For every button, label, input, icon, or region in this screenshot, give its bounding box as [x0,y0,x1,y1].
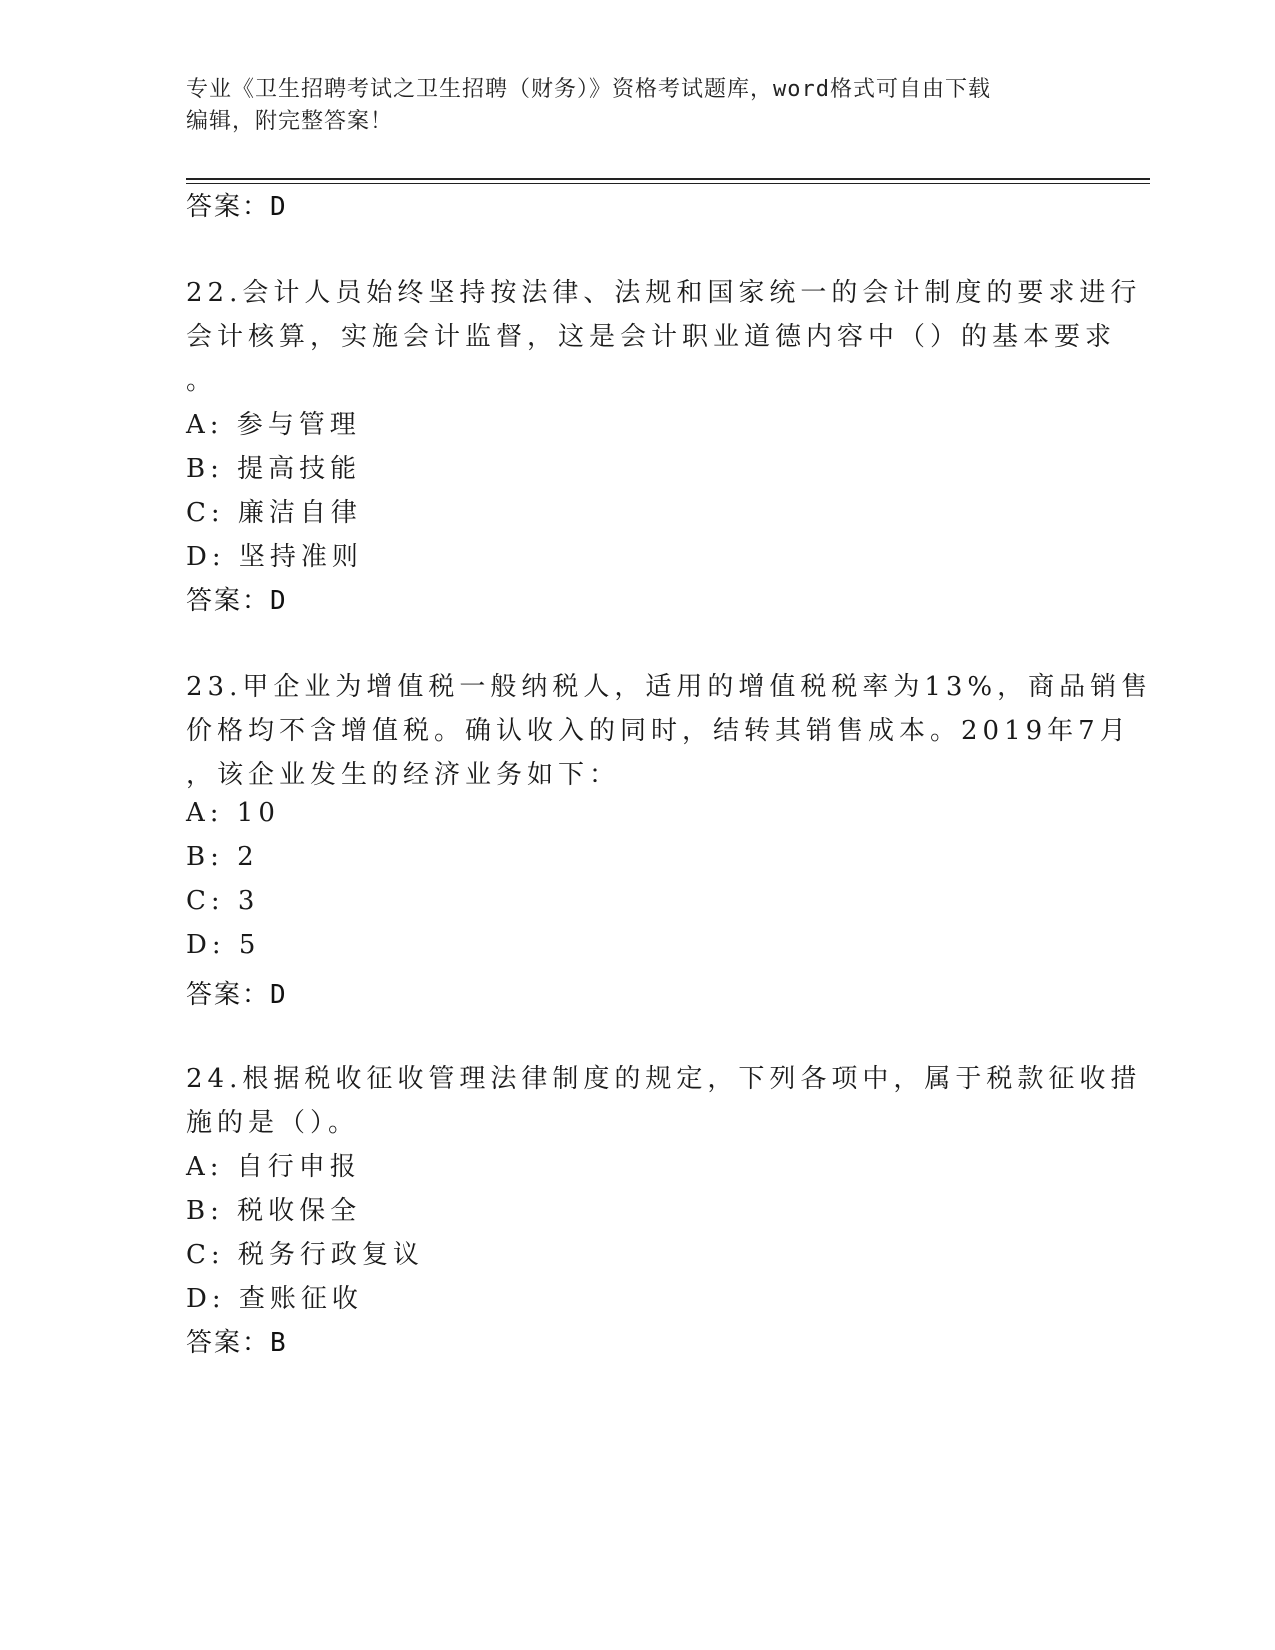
q22-option-d: D: 坚持准则 [186,542,363,572]
header-line-1: 专业《卫生招聘考试之卫生招聘（财务）》资格考试题库，word格式可自由下载 [186,77,991,102]
q24-option-a: A: 自行申报 [186,1152,361,1182]
q23-option-d: D: 5 [186,930,261,960]
q24-option-d: D: 查账征收 [186,1284,363,1314]
answer-q22: 答案：D [186,586,288,616]
q23-option-c: C: 3 [186,886,260,916]
answer-q23: 答案：D [186,980,288,1010]
header-line-2: 编辑，附完整答案！ [186,109,394,134]
q22-option-a: A: 参与管理 [186,410,361,440]
q23-text-line-2: 价格均不含增值税。确认收入的同时，结转其销售成本。2019年7月 [186,716,1131,746]
answer-q24: 答案：B [186,1328,288,1358]
q24-text-line-2: 施的是（）。 [186,1108,360,1138]
q23-option-a: A: 10 [186,798,280,828]
q23-text-line-3: ，该企业发生的经济业务如下： [186,760,621,790]
q22-text-line-1: 22.会计人员始终坚持按法律、法规和国家统一的会计制度的要求进行 [186,278,1142,308]
q22-option-c: C: 廉洁自律 [186,498,362,528]
q22-text-line-2: 会计核算，实施会计监督，这是会计职业道德内容中（）的基本要求 [186,322,1117,352]
header-divider-thick [186,178,1150,180]
q22-option-b: B: 提高技能 [186,454,362,484]
q23-text-line-1: 23.甲企业为增值税一般纳税人，适用的增值税税率为13%，商品销售 [186,672,1153,702]
header-divider-thin [186,183,1150,184]
answer-q21: 答案：D [186,192,288,222]
q24-option-b: B: 税收保全 [186,1196,362,1226]
q23-option-b: B: 2 [186,842,259,872]
q24-text-line-1: 24.根据税收征收管理法律制度的规定，下列各项中，属于税款征收措 [186,1064,1142,1094]
q22-text-line-3: 。 [186,366,218,396]
q24-option-c: C: 税务行政复议 [186,1240,424,1270]
document-header [186,74,1066,138]
